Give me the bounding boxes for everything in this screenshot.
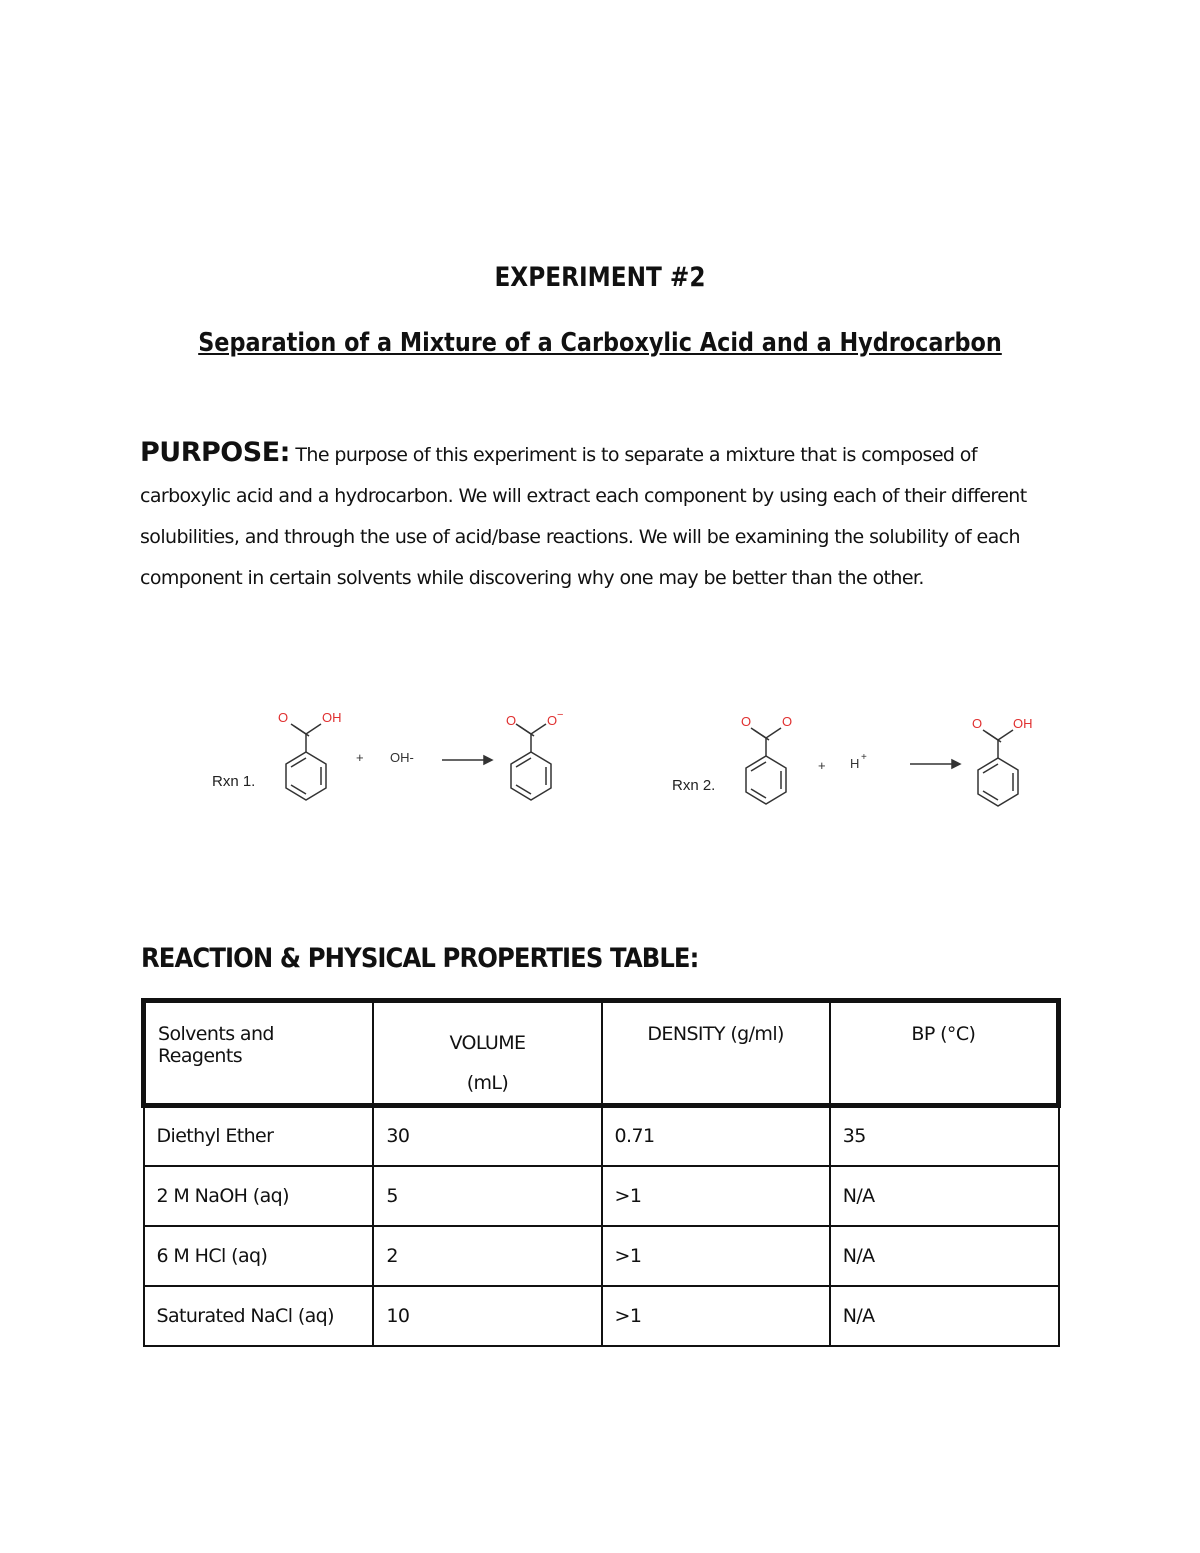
cell-volume: 5 xyxy=(373,1166,601,1226)
rxn2-charge: + xyxy=(861,752,867,763)
purpose-paragraph xyxy=(140,432,1060,599)
header-volume-line1: VOLUME xyxy=(449,1032,526,1054)
properties-table xyxy=(141,998,1061,1347)
reaction-arrow-2 xyxy=(910,760,960,768)
cell-name: Diethyl Ether xyxy=(144,1106,374,1166)
table-heading: REACTION & PHYSICAL PROPERTIES TABLE: xyxy=(141,943,699,974)
cell-bp: N/A xyxy=(830,1286,1059,1346)
atom-o: O xyxy=(741,714,752,729)
document-title: EXPERIMENT #2 xyxy=(494,262,706,293)
header-volume-line2: (mL) xyxy=(466,1072,509,1094)
cell-bp: N/A xyxy=(830,1226,1059,1286)
atom-oh: OH xyxy=(322,710,342,725)
rxn2-reagent: H xyxy=(850,756,860,771)
purpose-label: PURPOSE: xyxy=(140,437,290,468)
rxn1-reagent: OH- xyxy=(390,750,414,765)
table-row xyxy=(144,1226,1059,1286)
table-header-row xyxy=(144,1001,1059,1106)
cell-volume: 2 xyxy=(373,1226,601,1286)
atom-o: O xyxy=(278,710,289,725)
table-row xyxy=(144,1106,1059,1166)
purpose-text: The purpose of this experiment is to separate a mixture that is composed of carboxylic acid and a hydrocarbon. We will extract each component by using each of their different solubilities, and through the use of acid/base reactions. We will be examining the solubility of each component in certain solvents while discovering why one may be better than the other. xyxy=(140,444,1027,589)
cell-volume: 30 xyxy=(373,1106,601,1166)
benzoic-acid-structure-1 xyxy=(286,724,326,800)
benzoic-acid-structure-2 xyxy=(978,730,1018,806)
atom-o: O xyxy=(782,714,793,729)
benzoate-structure-2 xyxy=(746,728,786,804)
rxn2-plus: + xyxy=(818,758,826,773)
cell-volume: 10 xyxy=(373,1286,601,1346)
reaction-scheme xyxy=(190,700,1050,820)
header-bp: BP (°C) xyxy=(830,1001,1059,1106)
cell-name: 6 M HCl (aq) xyxy=(144,1226,374,1286)
anion-charge: − xyxy=(557,709,564,721)
cell-name: 2 M NaOH (aq) xyxy=(144,1166,374,1226)
reaction-arrow-1 xyxy=(442,756,492,764)
table-row xyxy=(144,1166,1059,1226)
table-row xyxy=(144,1286,1059,1346)
cell-density: >1 xyxy=(602,1226,830,1286)
header-density: DENSITY (g/ml) xyxy=(602,1001,830,1106)
header-volume xyxy=(373,1001,601,1106)
cell-bp: 35 xyxy=(830,1106,1059,1166)
atom-o: O xyxy=(972,716,983,731)
cell-bp: N/A xyxy=(830,1166,1059,1226)
benzoate-structure xyxy=(511,724,551,800)
rxn1-plus: + xyxy=(356,750,364,765)
cell-density: >1 xyxy=(602,1286,830,1346)
rxn2-label: Rxn 2. xyxy=(672,777,716,794)
header-reagents: Solvents and Reagents xyxy=(144,1001,374,1106)
atom-o: O xyxy=(547,713,558,728)
rxn1-label: Rxn 1. xyxy=(212,773,256,790)
atom-o: O xyxy=(506,713,517,728)
document-subtitle: Separation of a Mixture of a Carboxylic Acid and a Hydrocarbon xyxy=(198,328,1002,358)
cell-name: Saturated NaCl (aq) xyxy=(144,1286,374,1346)
cell-density: >1 xyxy=(602,1166,830,1226)
atom-oh: OH xyxy=(1013,716,1033,731)
cell-density: 0.71 xyxy=(602,1106,830,1166)
